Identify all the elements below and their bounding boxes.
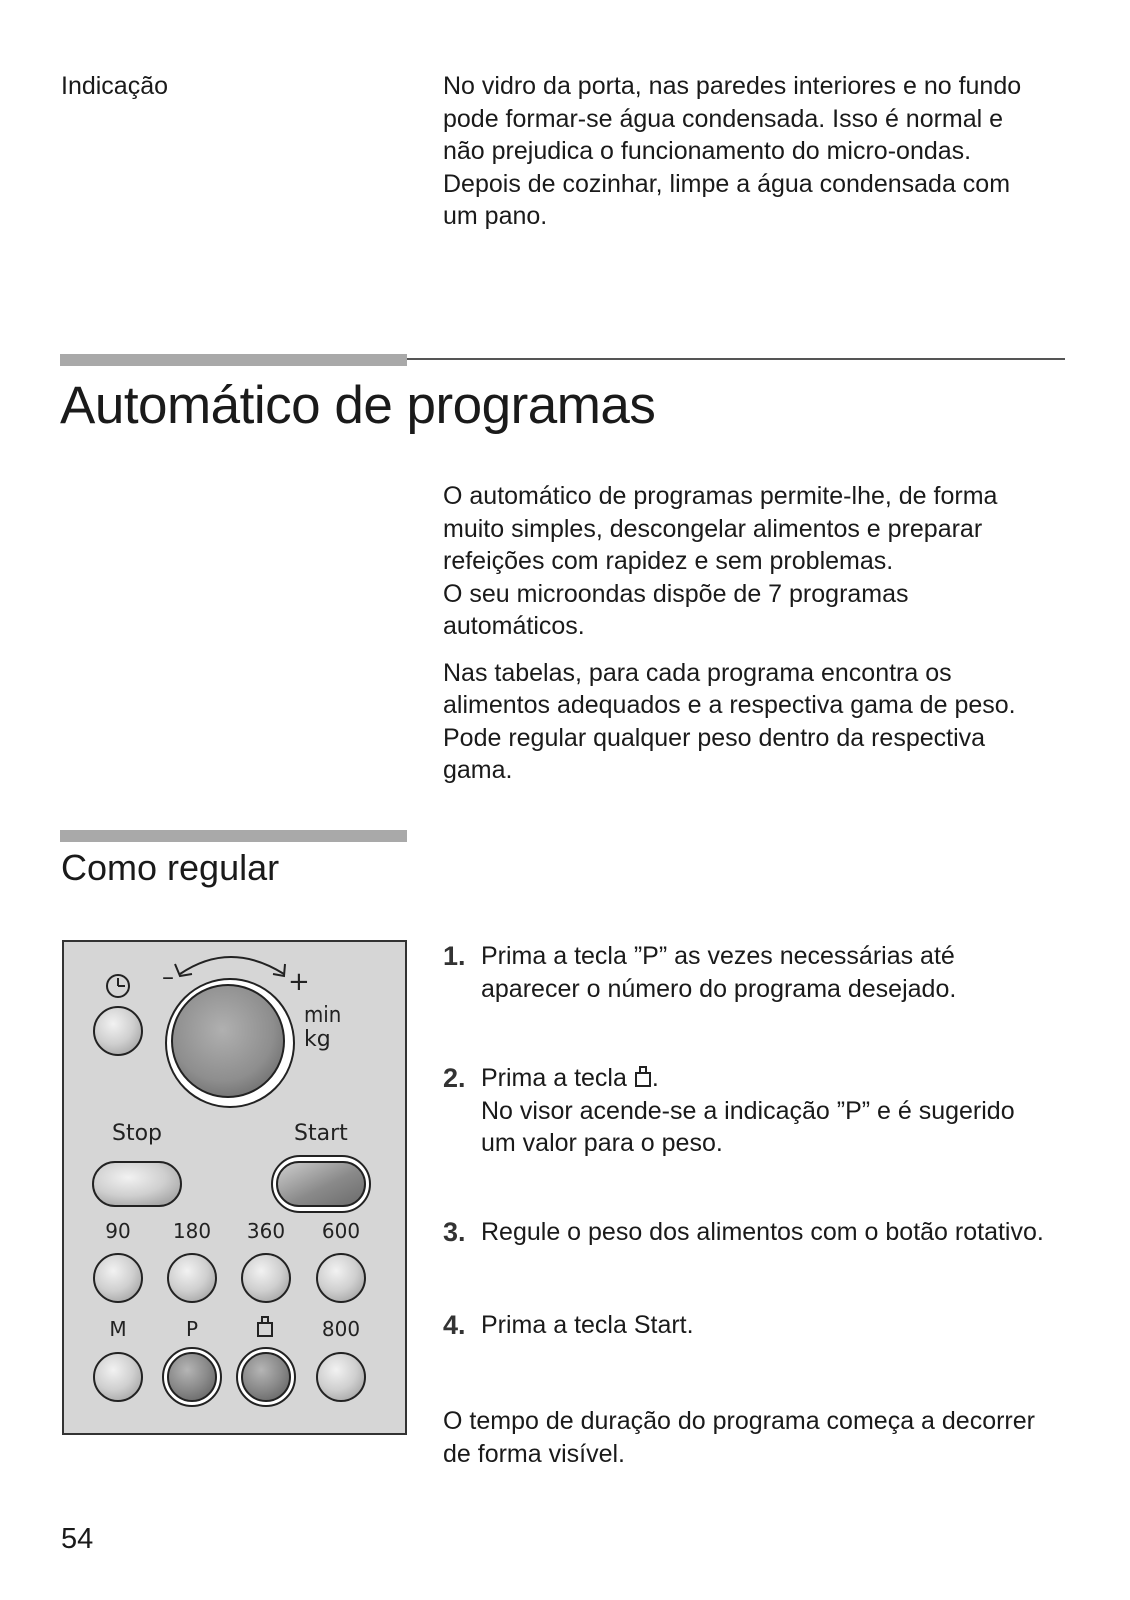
unit-min-label: min bbox=[304, 1003, 342, 1028]
program-label: P bbox=[185, 1317, 199, 1341]
weight-button[interactable] bbox=[242, 1353, 290, 1401]
power-800-button[interactable] bbox=[317, 1353, 365, 1401]
intro-paragraph: O automático de programas permite-lhe, de forma muito simples, descongelar alimentos e preparar refeições com rapidez e sem problemas. O seu microondas dispõe de 7 programas automáticos. bbox=[443, 482, 998, 640]
intro-paragraph: Nas tabelas, para cada programa encontra os alimentos adequados e a respectiva gama de peso. Pode regular qualquer peso dentro da respectiva gama. bbox=[443, 658, 1016, 784]
power-label: 90 bbox=[105, 1219, 131, 1243]
section-rule bbox=[407, 358, 1065, 360]
knob-plus-label: + bbox=[288, 967, 310, 997]
step-number: 1. bbox=[443, 941, 466, 971]
start-button[interactable] bbox=[277, 1162, 365, 1206]
stop-label: Stop bbox=[112, 1121, 163, 1146]
power-label: 600 bbox=[321, 1219, 361, 1243]
note-label: Indicação bbox=[61, 72, 169, 100]
power-180-button[interactable] bbox=[168, 1254, 216, 1302]
closing-text: O tempo de duração do programa começa a decorrer de forma visível. bbox=[443, 1407, 1035, 1468]
step-item: 4. Prima a tecla Start. bbox=[443, 1310, 694, 1340]
step-number: 2. bbox=[443, 1063, 466, 1093]
stop-button[interactable] bbox=[93, 1162, 181, 1206]
subsection-title: Como regular bbox=[61, 847, 280, 888]
section-title: Automático de programas bbox=[60, 376, 656, 435]
program-button[interactable] bbox=[168, 1353, 216, 1401]
page-number: 54 bbox=[61, 1523, 94, 1555]
step-item: 1. Prima a tecla ”P” as vezes necessárias até aparecer o número do programa desejado. bbox=[443, 941, 957, 1003]
start-label: Start bbox=[294, 1121, 348, 1146]
section-intro bbox=[443, 480, 1083, 801]
memory-button[interactable] bbox=[94, 1353, 142, 1401]
section-accent-bar bbox=[60, 354, 407, 366]
unit-kg-label: kg bbox=[304, 1027, 331, 1052]
step-number: 4. bbox=[443, 1310, 466, 1340]
step-number: 3. bbox=[443, 1217, 466, 1247]
power-label: 180 bbox=[172, 1219, 212, 1243]
note-text: No vidro da porta, nas paredes interiores e no fundo pode formar-se água condensada. Isso é normal e não prejudica o funcionamento do micro-ondas. Depois de cozinhar, limpe a água condensada com um pano. bbox=[443, 72, 1022, 230]
step-item: 2. Prima a tecla . No visor acende-se a indicação ”P” e é sugerido um valor para o peso. bbox=[443, 1063, 1015, 1157]
control-panel-illustration bbox=[62, 940, 407, 1435]
power-label: 800 bbox=[321, 1317, 361, 1341]
knob-minus-label: – bbox=[162, 963, 174, 991]
power-label: 360 bbox=[246, 1219, 286, 1243]
timer-button[interactable] bbox=[94, 1007, 142, 1055]
power-90-button[interactable] bbox=[94, 1254, 142, 1302]
step-item: 3. Regule o peso dos alimentos com o botão rotativo. bbox=[443, 1217, 1044, 1247]
power-360-button[interactable] bbox=[242, 1254, 290, 1302]
weight-icon bbox=[634, 1064, 652, 1088]
memory-label: M bbox=[109, 1317, 127, 1341]
power-600-button[interactable] bbox=[317, 1254, 365, 1302]
rotary-knob[interactable] bbox=[172, 985, 284, 1097]
subsection-accent-bar bbox=[60, 830, 407, 842]
